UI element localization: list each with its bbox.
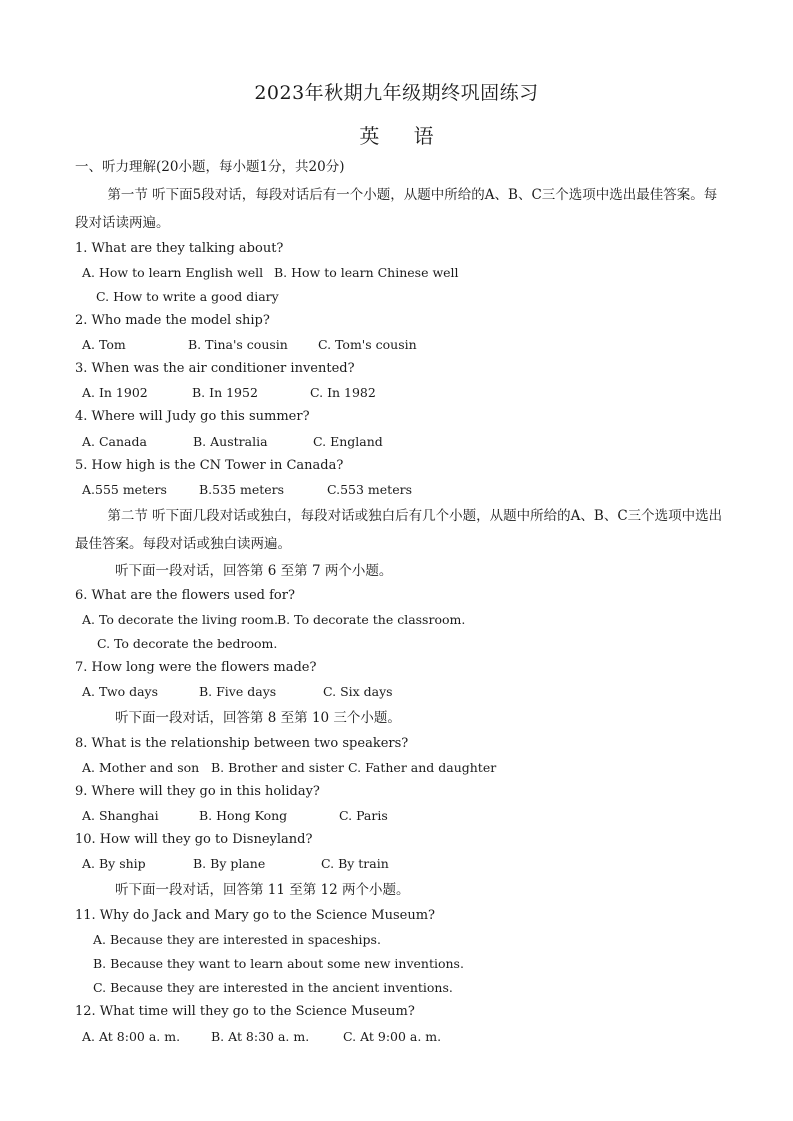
question-3: 3. When was the air conditioner invented? bbox=[75, 361, 355, 376]
question-9: 9. Where will they go in this holiday? bbox=[75, 784, 320, 799]
question-1: 1. What are they talking about? bbox=[75, 241, 284, 256]
option-2a: A. Tom bbox=[82, 337, 126, 352]
option-7a: A. Two days bbox=[82, 684, 158, 699]
option-4a: A. Canada bbox=[82, 434, 147, 449]
option-1a: A. How to learn English well bbox=[82, 265, 264, 280]
question-6: 6. What are the flowers used for? bbox=[75, 588, 295, 603]
option-8c: C. Father and daughter bbox=[348, 760, 497, 775]
option-12c: C. At 9:00 a. m. bbox=[343, 1029, 442, 1044]
option-4c: C. England bbox=[313, 434, 383, 449]
option-11b: B. Because they want to learn about some new inventions. bbox=[93, 956, 464, 971]
option-11a: A. Because they are interested in spaceships. bbox=[93, 932, 381, 947]
option-3a: A. In 1902 bbox=[82, 385, 148, 400]
option-6c: C. To decorate the bedroom. bbox=[97, 636, 278, 651]
option-2b: B. Tina's cousin bbox=[188, 337, 288, 352]
option-7b: B. Five days bbox=[199, 684, 277, 699]
option-8a: A. Mother and son bbox=[82, 760, 200, 775]
part1-heading: 一、听力理解(20小题，每小题1分，共20分) bbox=[75, 159, 345, 175]
option-10a: A. By ship bbox=[82, 856, 146, 871]
note-q8-10: 听下面一段对话，回答第 8 至第 10 三个小题。 bbox=[115, 710, 401, 726]
option-4b: B. Australia bbox=[193, 434, 268, 449]
section2-instructions: 第二节 听下面几段对话或独白，每段对话或独白后有几个小题，从题中所给的A、B、C三个选项中选出最佳答案。每段对话或独白读两遍。 bbox=[75, 508, 723, 552]
option-10b: B. By plane bbox=[193, 856, 266, 871]
option-2c: C. Tom's cousin bbox=[318, 337, 417, 352]
subject-heading: 英 语 bbox=[359, 124, 448, 148]
note-q6-7: 听下面一段对话，回答第 6 至第 7 两个小题。 bbox=[115, 563, 393, 579]
option-5a: A.555 meters bbox=[82, 482, 167, 497]
question-7: 7. How long were the flowers made? bbox=[75, 660, 317, 675]
question-2: 2. Who made the model ship? bbox=[75, 313, 270, 328]
note-q11-12: 听下面一段对话，回答第 11 至第 12 两个小题。 bbox=[115, 882, 410, 898]
option-5c: C.553 meters bbox=[327, 482, 412, 497]
question-4: 4. Where will Judy go this summer? bbox=[75, 409, 310, 424]
option-9c: C. Paris bbox=[339, 808, 388, 823]
question-12: 12. What time will they go to the Science Museum? bbox=[75, 1004, 415, 1019]
option-1c: C. How to write a good diary bbox=[96, 289, 279, 304]
option-10c: C. By train bbox=[321, 856, 389, 871]
section1-instructions: 第一节 听下面5段对话，每段对话后有一个小题，从题中所给的A、B、C三个选项中选出最佳答案。每段对话读两遍。 bbox=[75, 187, 718, 231]
question-8: 8. What is the relationship between two speakers? bbox=[75, 736, 409, 751]
option-9b: B. Hong Kong bbox=[199, 808, 288, 823]
option-6a: A. To decorate the living room. bbox=[82, 612, 278, 627]
question-5: 5. How high is the CN Tower in Canada? bbox=[75, 458, 344, 473]
option-9a: A. Shanghai bbox=[82, 808, 159, 823]
option-6b: B. To decorate the classroom. bbox=[277, 612, 466, 627]
option-3b: B. In 1952 bbox=[192, 385, 258, 400]
option-12b: B. At 8:30 a. m. bbox=[211, 1029, 310, 1044]
option-3c: C. In 1982 bbox=[310, 385, 376, 400]
question-11: 11. Why do Jack and Mary go to the Science Museum? bbox=[75, 908, 436, 923]
option-12a: A. At 8:00 a. m. bbox=[82, 1029, 181, 1044]
question-10: 10. How will they go to Disneyland? bbox=[75, 832, 313, 847]
option-7c: C. Six days bbox=[323, 684, 393, 699]
option-8b: B. Brother and sister bbox=[211, 760, 344, 775]
page-title: 2023年秋期九年级期终巩固练习 bbox=[254, 82, 539, 104]
option-1b: B. How to learn Chinese well bbox=[274, 265, 459, 280]
option-11c: C. Because they are interested in the ancient inventions. bbox=[93, 980, 453, 995]
option-5b: B.535 meters bbox=[199, 482, 285, 497]
